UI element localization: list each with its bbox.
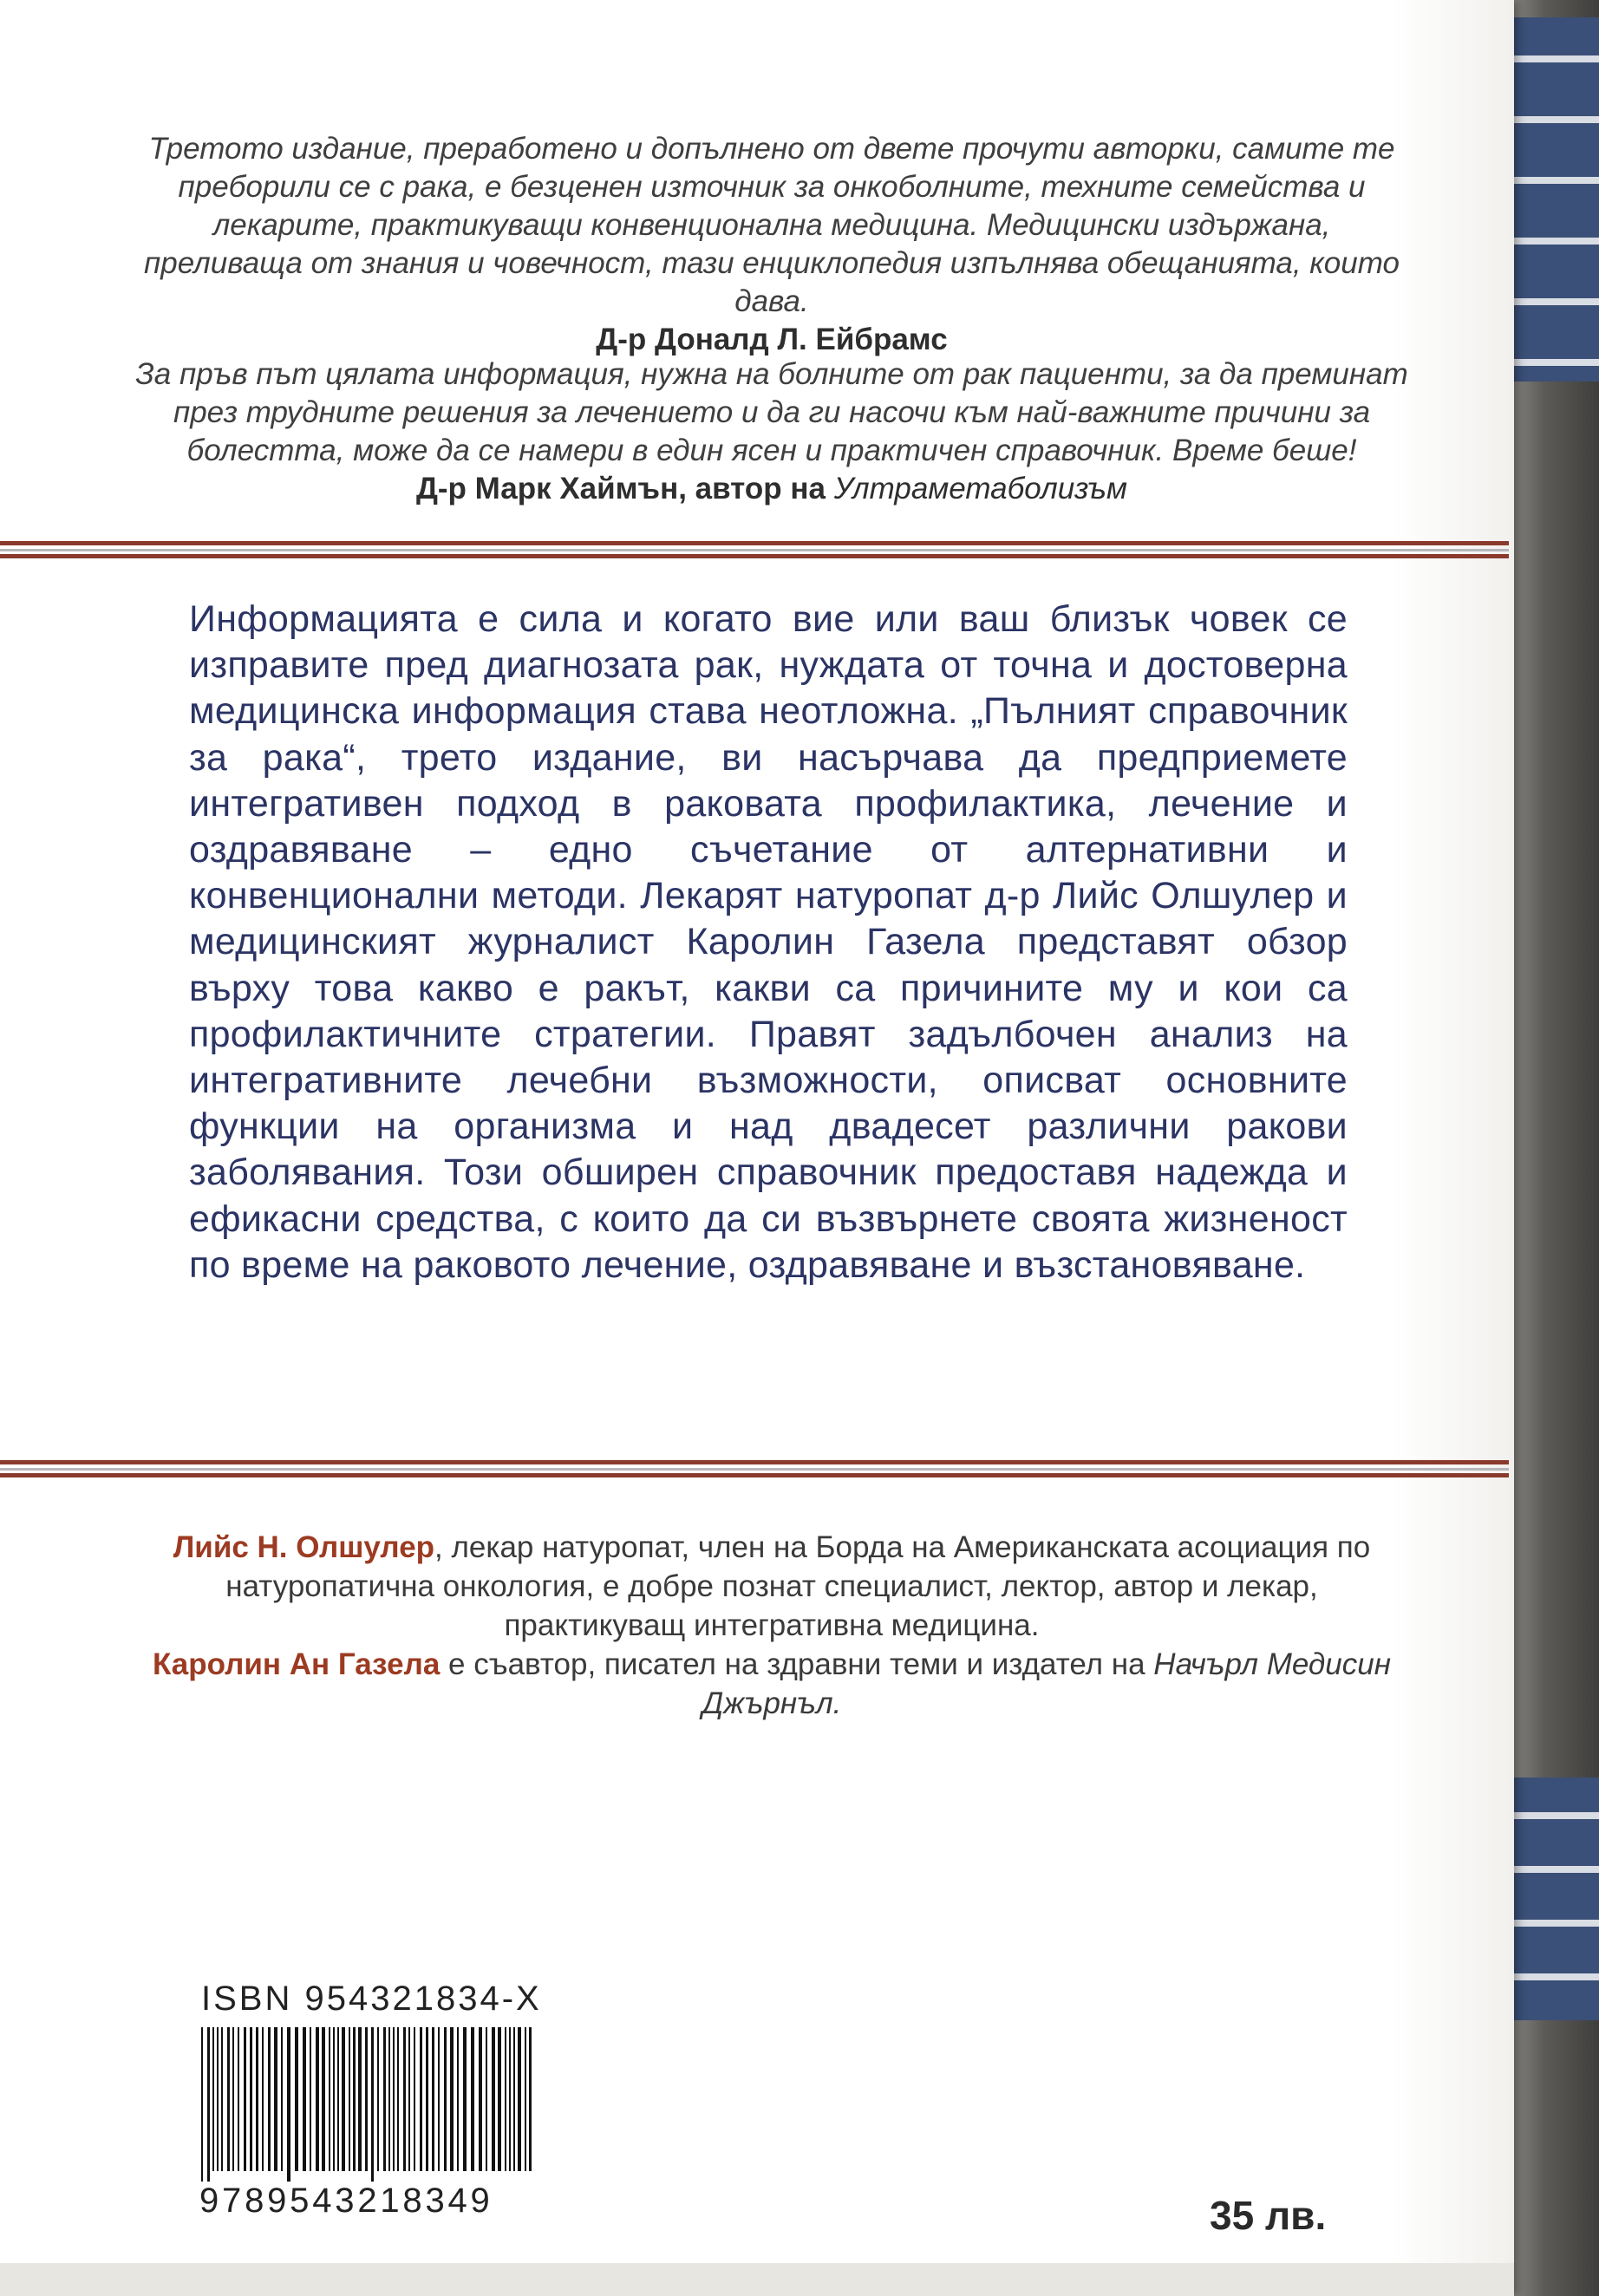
barcode-bar (479, 2027, 482, 2171)
barcode-bar (337, 2027, 339, 2171)
barcode-bar (525, 2027, 526, 2171)
barcode-bar (274, 2027, 277, 2171)
barcode-bar (217, 2027, 219, 2171)
cover-bottom-edge (0, 2263, 1514, 2296)
barcode-bar (408, 2027, 410, 2171)
barcode-bar (420, 2027, 422, 2171)
author-bio: е съавтор, писател на здравни теми и издател на (440, 1647, 1154, 1681)
barcode-bar (450, 2027, 454, 2171)
isbn-label: ISBN 954321834-X (201, 1980, 542, 2018)
barcode-bar (358, 2027, 362, 2171)
barcode-bar (310, 2027, 311, 2171)
barcode-bar (444, 2027, 447, 2171)
barcode-bar (509, 2027, 511, 2171)
barcode-bar (513, 2027, 515, 2171)
author-name: Каролин Ан Газела (153, 1647, 441, 1681)
barcode-bar (287, 2027, 290, 2182)
barcode-bar (232, 2027, 234, 2171)
barcode-bar (457, 2027, 459, 2171)
section-divider (0, 541, 1509, 560)
publication-title: Начърл Медисин Джърнъл. (702, 1647, 1391, 1720)
barcode-bar (207, 2027, 210, 2182)
barcode-bar (486, 2027, 487, 2171)
quote-text: За пръв път цялата информация, нужна на болните от рак пациенти, за да преминат през трудните решения за лечението и да ги насочи към най-важните причини за болестта, може да се намери в един ясен и практичен справочник. Време беше! (135, 357, 1408, 467)
barcode-bar (342, 2027, 345, 2171)
barcode-bar (250, 2027, 252, 2171)
barcode-bar (268, 2027, 271, 2171)
barcode-bar (244, 2027, 246, 2171)
barcode-bar (316, 2027, 319, 2171)
quote-author: Д-р Марк Хаймън, автор на Ултраметаболизъм (415, 472, 1128, 506)
barcode-bar (365, 2027, 368, 2171)
spine-stripe-bottom (1512, 1777, 1599, 2020)
author-name: Лийс Н. Олшулер (173, 1530, 435, 1564)
barcode-bar (371, 2027, 374, 2182)
price-label: 35 лв. (1210, 2193, 1327, 2238)
barcode-bar (212, 2027, 214, 2171)
barcode-bar (438, 2027, 440, 2171)
barcode-bar (414, 2027, 415, 2171)
endorsement-quote (130, 130, 1413, 359)
barcode-bar (281, 2027, 283, 2171)
quote-text: Третото издание, преработено и допълнено от двете прочути авторки, самите те преборили се с рака, е безценен източник за онкоболните, техните семейства и лекарите, практикуващи конвенционална медицина. Медицински издържана, преливаща от знания и човечност, тази енциклопедия изпълнява обещанията, които дава. (144, 132, 1400, 318)
barcode-bar (322, 2027, 325, 2171)
barcode-bar (349, 2027, 350, 2171)
barcode-bar (393, 2027, 395, 2171)
barcode-bar (377, 2027, 379, 2171)
barcode-bar (303, 2027, 306, 2171)
barcode-bar (256, 2027, 258, 2171)
section-divider (0, 1460, 1509, 1479)
barcode-bar (329, 2027, 330, 2171)
barcode-bar (353, 2027, 356, 2171)
barcode-bar (518, 2027, 521, 2171)
barcode-bar (505, 2027, 506, 2171)
quote-author: Д-р Доналд Л. Ейбрамс (596, 323, 948, 356)
barcode-bar (221, 2027, 223, 2171)
book-description: Информацията е сила и когато вие или ваш близък човек се изправите пред диагнозата рак, нуждата от точна и достоверна медицинска информация става неотложна. „Пълният справочник за рака“, трето издание, ви насърчава да предприемете интегративен подход в раковата профилактика, лечение и оздравяване – едно съчетание от алтернативни и конвенционални методи. Лекарят натуропат д-р Лийс Олшулер и медицинският журналист Каролин Газела представят обзор върху това какво е ракът, какви са причините му и кои са профилактичните стратегии. Правят задълбочен анализ на интегративните лечебни възможности, описват основните функции на организма и над двадесет различни ракови заболявания. Този обширен справочник предоставя надежда и ефикасни средства, с които да си възвърнете своята жизненост по време на раковото лечение, оздравяване и възстановяване. (189, 598, 1348, 1286)
barcode-bar (388, 2027, 390, 2171)
barcode-bar (227, 2027, 230, 2171)
author-bios (139, 1528, 1405, 1723)
barcode-digits: 9789543218349 (199, 2182, 493, 2220)
endorsement-quote (130, 355, 1413, 508)
barcode-bar (397, 2027, 399, 2171)
barcode-bar (262, 2027, 264, 2171)
quote-author-book: Ултраметаболизъм (833, 472, 1128, 506)
barcode-bar (492, 2027, 495, 2171)
barcode-bar (463, 2027, 467, 2171)
author-bio: , лекар натуропат, член на Борда на Американската асоциация по натуропатична онкология, е добре познат специалист, лектор, автор и лекар, практикуващ интегративна медицина. (225, 1530, 1371, 1642)
barcode-bar (383, 2027, 386, 2171)
spine-stripe-top (1512, 17, 1599, 382)
barcode-bar (295, 2027, 298, 2171)
barcode-bar (238, 2027, 239, 2171)
barcode-bar (432, 2027, 434, 2171)
barcode-bar (333, 2027, 335, 2171)
barcode-bar (471, 2027, 474, 2171)
barcode-bar (201, 2027, 203, 2182)
barcode-bar (498, 2027, 501, 2171)
barcode-bar (426, 2027, 428, 2171)
barcode-bar (529, 2027, 532, 2171)
barcode (198, 2027, 538, 2183)
barcode-bar (403, 2027, 406, 2171)
